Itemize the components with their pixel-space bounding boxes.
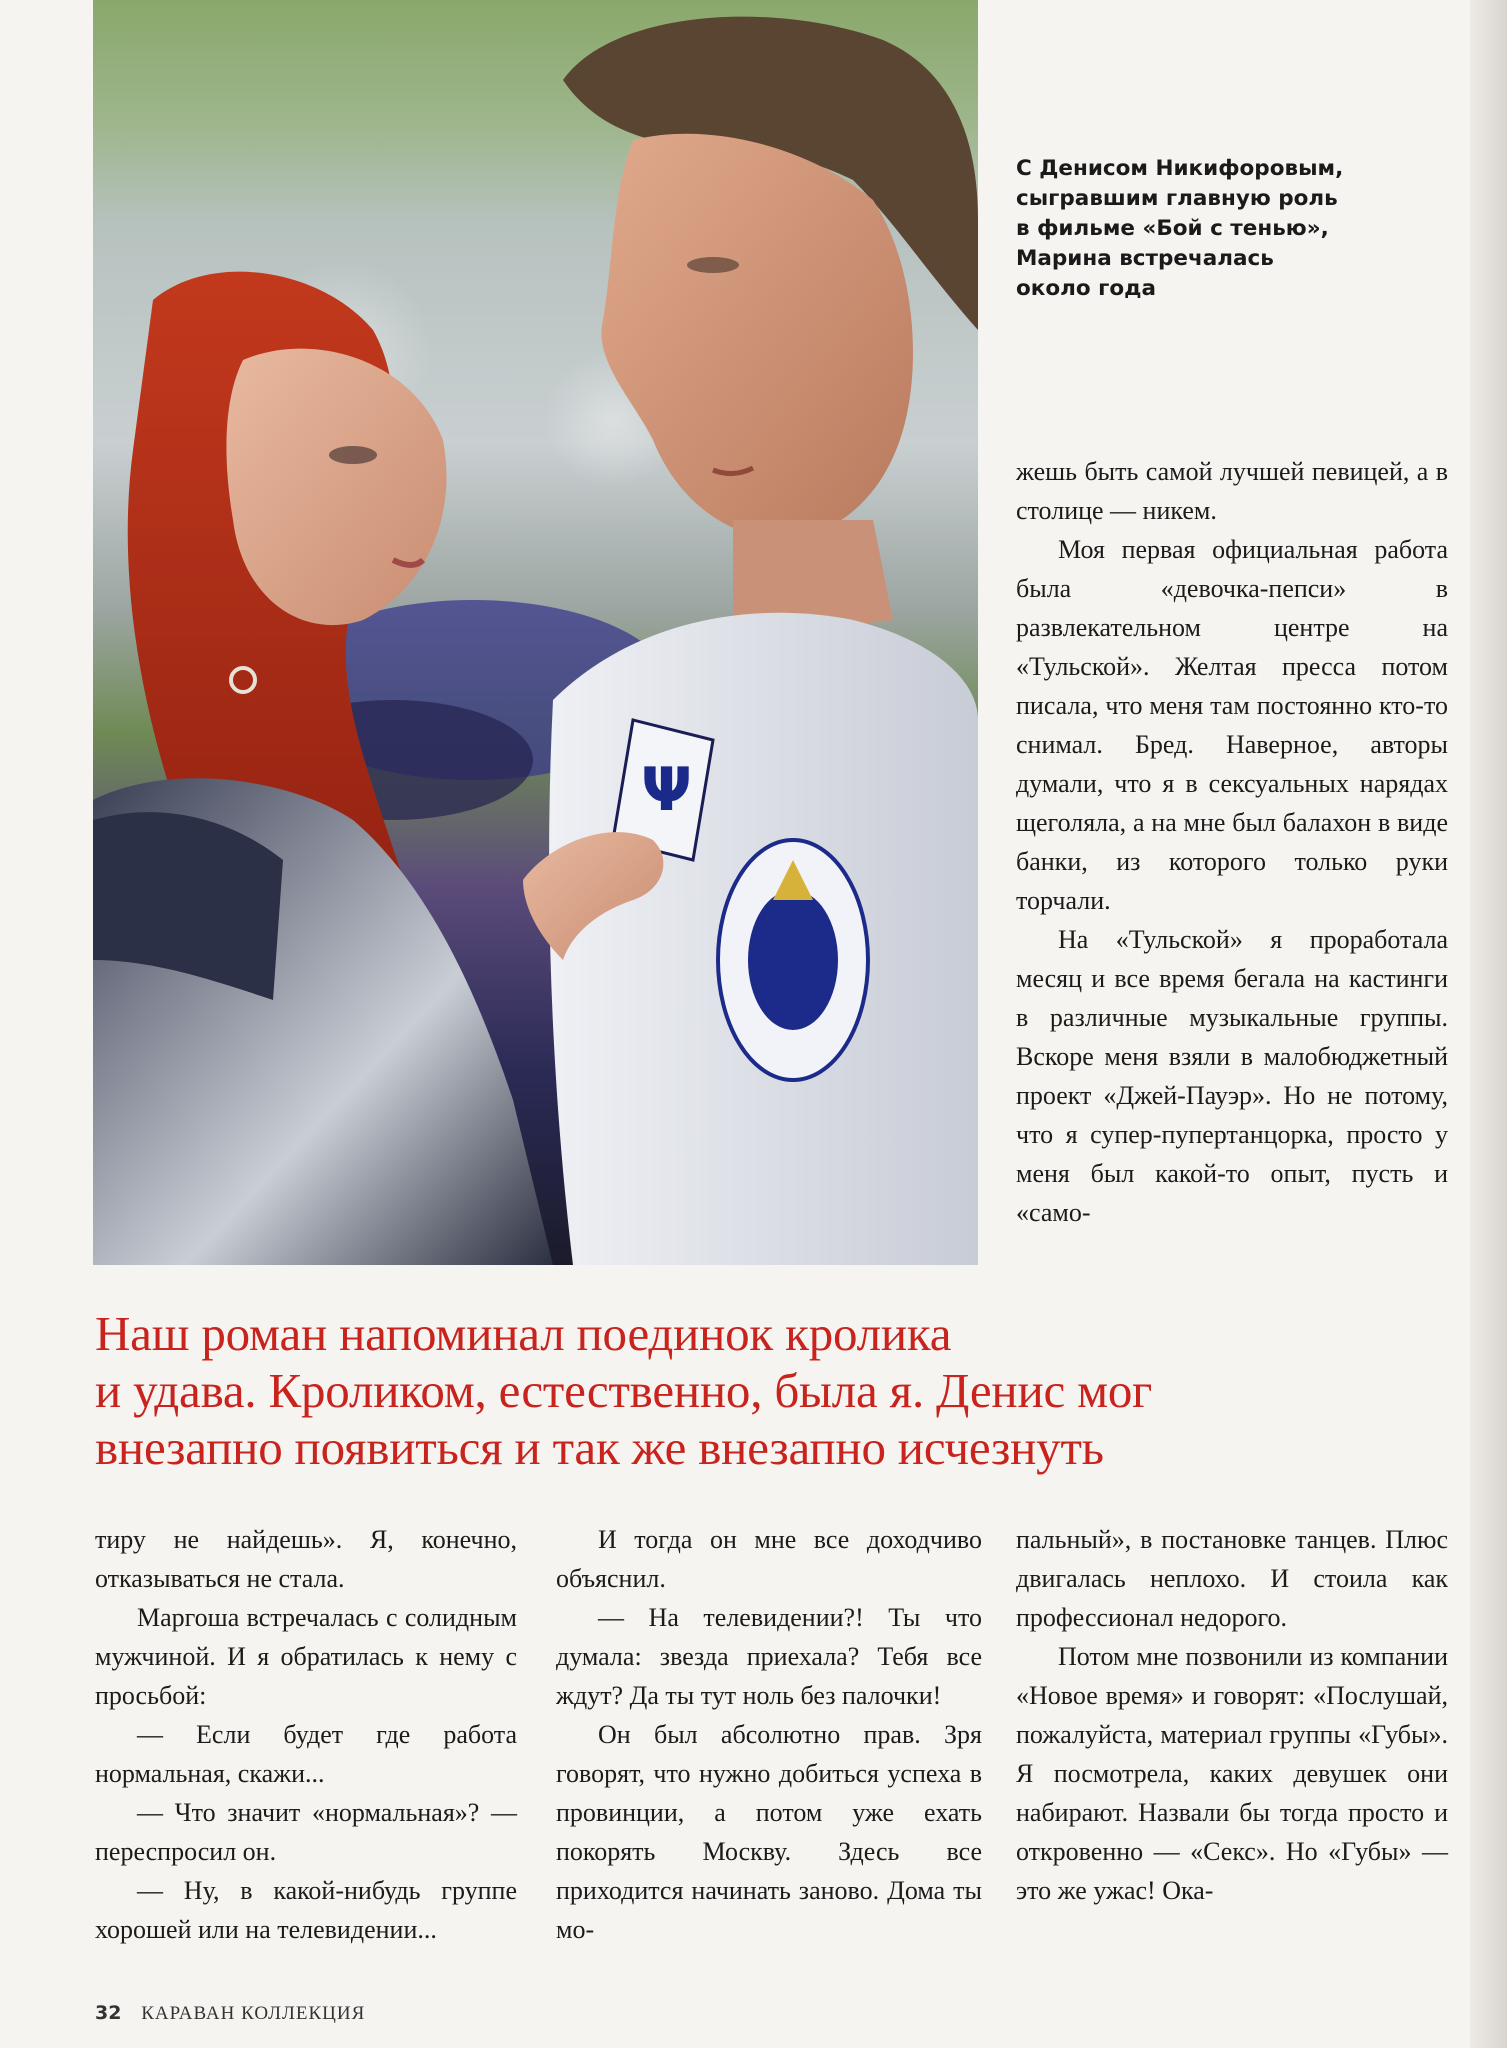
paragraph: И тогда он мне все доходчиво объяснил. xyxy=(556,1525,982,1593)
paragraph: — На телевидении?! Ты что думала: звезда приехала? Тебя все ждут? Да ты тут ноль без палочки! xyxy=(556,1603,982,1710)
caption-line: в фильме «Бой с тенью», xyxy=(1016,216,1329,241)
caption-line: Марина встречалась xyxy=(1016,246,1274,271)
paragraph: жешь быть самой лучшей певицей, а в столице — никем. xyxy=(1016,457,1448,525)
article-column-1 xyxy=(95,1520,517,1949)
article-column-2 xyxy=(556,1520,982,1949)
caption-line: сыгравшим главную роль xyxy=(1016,186,1338,211)
page-footer xyxy=(95,2002,365,2025)
paragraph: пальный», в постановке танцев. Плюс двигалась неплохо. И стоила как профессионал недорого. xyxy=(1016,1525,1448,1632)
paragraph: Он был абсолютно прав. Зря говорят, что нужно добиться успеха в провинции, а потом уже ехать покорять Москву. Здесь все приходится начинать заново. Дома ты мо- xyxy=(556,1720,982,1944)
paragraph: — Ну, в какой-нибудь группе хорошей или на телевидении... xyxy=(95,1876,517,1944)
photo-caption xyxy=(1016,154,1346,304)
paragraph: Потом мне позвонили из компании «Новое время» и говорят: «Послушай, пожалуйста, материал группы «Губы». Я посмотрела, каких девушек они набирают. Назвали бы тогда просто и откровенно — «Секс». Но «Губы» — это же ужас! Ока- xyxy=(1016,1642,1448,1905)
paragraph: Моя первая официальная работа была «девочка-пепси» в развлекательном центре на «Тульской». Желтая пресса потом писала, что меня там постоянно кто-то снимал. Бред. Наверное, авторы думали, что я в сексуальных нарядах щеголяла, а на мне был балахон в виде банки, из которого только руки торчали. xyxy=(1016,535,1448,915)
pull-quote-line: и удава. Кроликом, естественно, была я. Денис мог xyxy=(95,1363,1153,1418)
caption-line: С Денисом Никифоровым, xyxy=(1016,156,1344,181)
page-number: 32 xyxy=(95,2002,122,2024)
pull-quote-line: внезапно появиться и так же внезапно исчезнуть xyxy=(95,1420,1104,1475)
article-column-right-top xyxy=(1016,452,1448,1232)
pull-quote xyxy=(95,1305,1455,1476)
caption-line: около года xyxy=(1016,276,1157,301)
paragraph: — Если будет где работа нормальная, скажи... xyxy=(95,1720,517,1788)
photo-illustration xyxy=(93,0,978,1265)
paragraph: На «Тульской» я проработала месяц и все время бегала на кастинги в различные музыкальные группы. Вскоре меня взяли в малобюджетный проект «Джей-Пауэр». Но не потому, что я супер-пупертанцорка, просто у меня был какой-то опыт, пусть и «само- xyxy=(1016,925,1448,1227)
magazine-name: КАРАВАН КОЛЛЕКЦИЯ xyxy=(141,2003,366,2024)
paragraph: Маргоша встречалась с солидным мужчиной. И я обратилась к нему с просьбой: xyxy=(95,1603,517,1710)
couple-photo xyxy=(93,0,978,1265)
pull-quote-line: Наш роман напоминал поединок кролика xyxy=(95,1306,952,1361)
article-column-3 xyxy=(1016,1520,1448,1910)
page-gutter-shadow xyxy=(1470,0,1507,2048)
paragraph: тиру не найдешь». Я, конечно, отказываться не стала. xyxy=(95,1525,517,1593)
svg-text:Ψ: Ψ xyxy=(641,755,692,825)
paragraph: — Что значит «нормальная»? — переспросил он. xyxy=(95,1798,517,1866)
